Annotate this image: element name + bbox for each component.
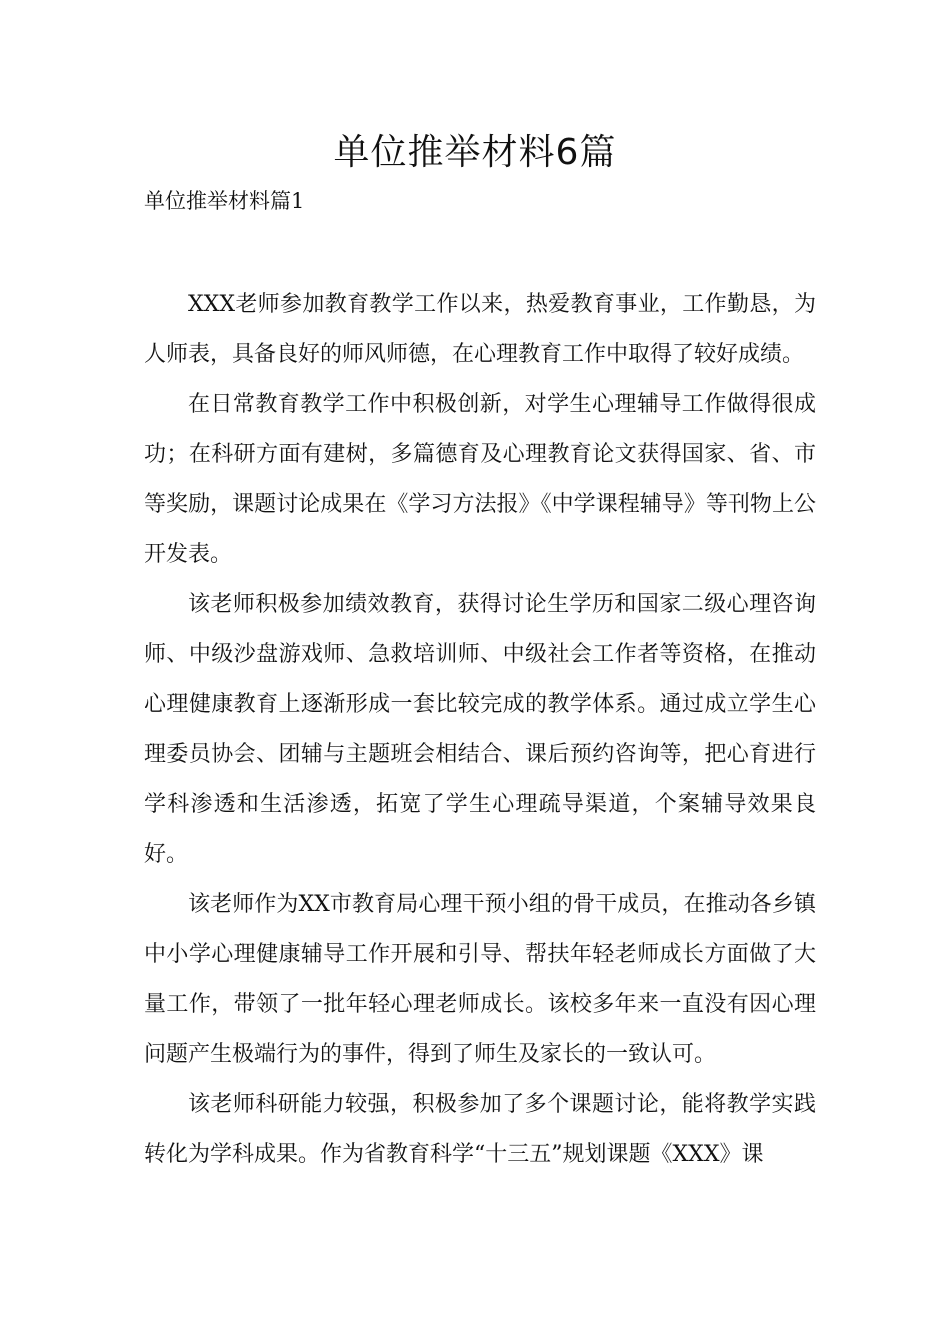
paragraph-2: 在日常教育教学工作中积极创新，对学生心理辅导工作做得很成功；在科研方面有建树，多篇德育及心理教育论文获得国家、省、市等奖励，课题讨论成果在《学习方法报》《中学课程辅导》等刊物上公开发表。 — [144, 392, 816, 567]
document-title: 单位推举材料6篇 — [333, 132, 617, 173]
document-body — [144, 280, 816, 1180]
paragraph-5: 该老师科研能力较强，积极参加了多个课题讨论，能将教学实践转化为学科成果。作为省教育科学“十三五”规划课题《XXX》课 — [144, 1092, 816, 1167]
paragraph-1: XXX老师参加教育教学工作以来，热爱教育事业，工作勤恳，为人师表，具备良好的师风师德，在心理教育工作中取得了较好成绩。 — [144, 292, 816, 367]
section-heading: 单位推举材料篇1 — [144, 189, 305, 213]
paragraph-3: 该老师积极参加绩效教育，获得讨论生学历和国家二级心理咨询师、中级沙盘游戏师、急救培训师、中级社会工作者等资格，在推动心理健康教育上逐渐形成一套比较完成的教学体系。通过成立学生心理委员协会、团辅与主题班会相结合、课后预约咨询等，把心育进行学科渗透和生活渗透，拓宽了学生心理疏导渠道，个案辅导效果良好。 — [144, 592, 816, 867]
paragraph-4: 该老师作为XX市教育局心理干预小组的骨干成员，在推动各乡镇中小学心理健康辅导工作开展和引导、帮扶年轻老师成长方面做了大量工作，带领了一批年轻心理老师成长。该校多年来一直没有因心理问题产生极端行为的事件，得到了师生及家长的一致认可。 — [144, 892, 816, 1067]
